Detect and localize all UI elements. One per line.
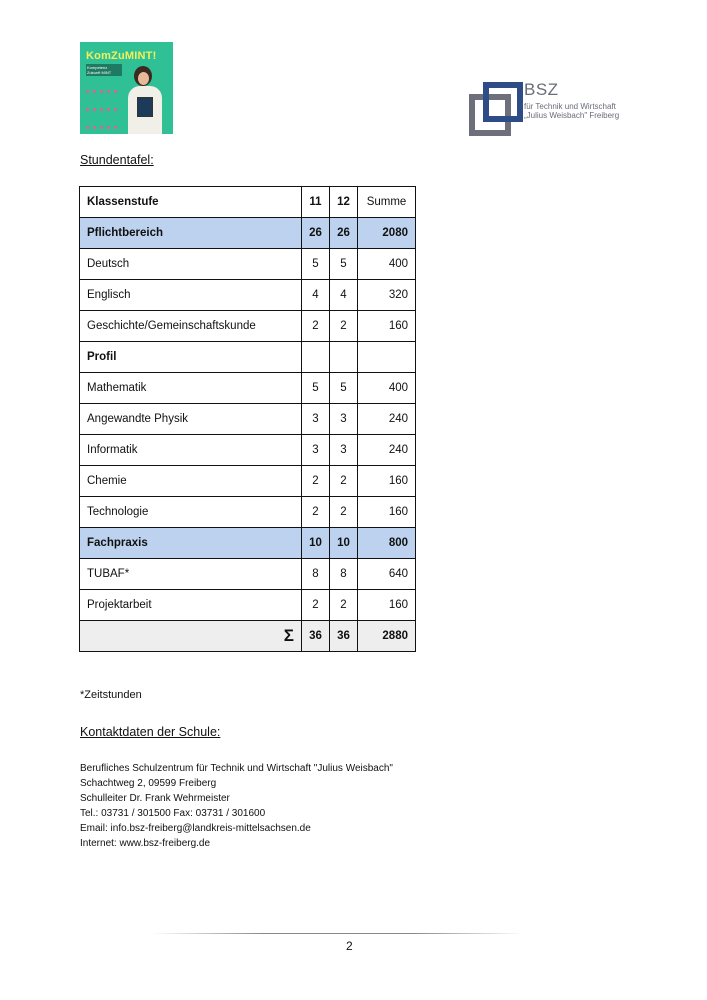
row-label: Informatik (80, 435, 302, 466)
total-sigma: Σ (80, 621, 302, 652)
row-11: 3 (302, 404, 330, 435)
row-label: Mathematik (80, 373, 302, 404)
row-summe: 240 (358, 435, 416, 466)
table-row (80, 435, 416, 466)
header-12: 12 (330, 187, 358, 218)
bsz-line-1: für Technik und Wirtschaft (524, 102, 616, 111)
contact-address: Schachtweg 2, 09599 Freiberg (80, 778, 217, 789)
total-11: 36 (302, 621, 330, 652)
row-summe: 800 (358, 528, 416, 559)
table-row (80, 590, 416, 621)
table-row (80, 249, 416, 280)
row-label: Chemie (80, 466, 302, 497)
logo-person-face (138, 72, 149, 85)
row-label: Profil (80, 342, 302, 373)
contact-email[interactable]: Email: info.bsz-freiberg@landkreis-mittelsachsen.de (80, 823, 311, 834)
row-12: 5 (330, 249, 358, 280)
row-summe: 400 (358, 249, 416, 280)
row-11: 2 (302, 466, 330, 497)
row-summe: 640 (358, 559, 416, 590)
row-11: 26 (302, 218, 330, 249)
komzumint-logo (80, 42, 173, 134)
row-summe: 2080 (358, 218, 416, 249)
contact-phone: Tel.: 03731 / 301500 Fax: 03731 / 301600 (80, 808, 266, 819)
header-11: 11 (302, 187, 330, 218)
row-12: 2 (330, 590, 358, 621)
logo-dots (84, 82, 119, 134)
logo-subtitle: Kompetenz Zukunft MINT (86, 64, 122, 76)
row-label: Deutsch (80, 249, 302, 280)
logo-tablet-icon (137, 97, 153, 117)
table-row (80, 311, 416, 342)
table-row (80, 466, 416, 497)
table-row (80, 528, 416, 559)
logo-title: KomZuMINT! (86, 50, 157, 62)
row-summe: 160 (358, 311, 416, 342)
table-header-row (80, 187, 416, 218)
row-label: Angewandte Physik (80, 404, 302, 435)
table-row (80, 559, 416, 590)
row-11: 2 (302, 497, 330, 528)
row-11: 4 (302, 280, 330, 311)
total-summe: 2880 (358, 621, 416, 652)
bsz-line-2: „Julius Weisbach" Freiberg (524, 111, 620, 120)
stundentafel-table (79, 186, 416, 652)
row-12: 3 (330, 435, 358, 466)
header-label: Klassenstufe (80, 187, 302, 218)
row-summe (358, 342, 416, 373)
row-summe: 240 (358, 404, 416, 435)
table-row (80, 404, 416, 435)
row-11: 10 (302, 528, 330, 559)
row-11: 8 (302, 559, 330, 590)
table-row (80, 373, 416, 404)
contact-principal: Schulleiter Dr. Frank Wehrmeister (80, 793, 230, 804)
row-summe: 400 (358, 373, 416, 404)
row-11: 5 (302, 373, 330, 404)
row-11: 3 (302, 435, 330, 466)
row-label: Technologie (80, 497, 302, 528)
row-summe: 160 (358, 590, 416, 621)
row-label: Projektarbeit (80, 590, 302, 621)
header-summe: Summe (358, 187, 416, 218)
row-12 (330, 342, 358, 373)
table-row (80, 342, 416, 373)
row-11: 5 (302, 249, 330, 280)
row-12: 3 (330, 404, 358, 435)
row-summe: 160 (358, 497, 416, 528)
bsz-name: BSZ (524, 80, 559, 99)
table-row (80, 497, 416, 528)
table-row (80, 218, 416, 249)
stundentafel-heading: Stundentafel: (80, 153, 154, 167)
table-total-row (80, 621, 416, 652)
kontakt-heading: Kontaktdaten der Schule: (80, 725, 221, 739)
bsz-square-blue (483, 82, 523, 122)
table-row (80, 280, 416, 311)
row-12: 2 (330, 497, 358, 528)
contact-block (80, 761, 393, 851)
bsz-logo (466, 80, 636, 136)
row-12: 10 (330, 528, 358, 559)
row-11: 2 (302, 311, 330, 342)
row-12: 5 (330, 373, 358, 404)
row-label: Fachpraxis (80, 528, 302, 559)
row-label: TUBAF* (80, 559, 302, 590)
footnote: *Zeitstunden (80, 689, 142, 701)
row-12: 2 (330, 311, 358, 342)
row-label: Englisch (80, 280, 302, 311)
footer-divider (152, 933, 524, 934)
row-11 (302, 342, 330, 373)
page-number: 2 (346, 939, 353, 953)
row-12: 26 (330, 218, 358, 249)
row-12: 4 (330, 280, 358, 311)
total-12: 36 (330, 621, 358, 652)
row-11: 2 (302, 590, 330, 621)
contact-school: Berufliches Schulzentrum für Technik und Wirtschaft "Julius Weisbach" (80, 763, 393, 774)
row-label: Pflichtbereich (80, 218, 302, 249)
row-summe: 160 (358, 466, 416, 497)
row-12: 2 (330, 466, 358, 497)
row-summe: 320 (358, 280, 416, 311)
row-12: 8 (330, 559, 358, 590)
contact-website[interactable]: Internet: www.bsz-freiberg.de (80, 838, 211, 849)
row-label: Geschichte/Gemeinschaftskunde (80, 311, 302, 342)
